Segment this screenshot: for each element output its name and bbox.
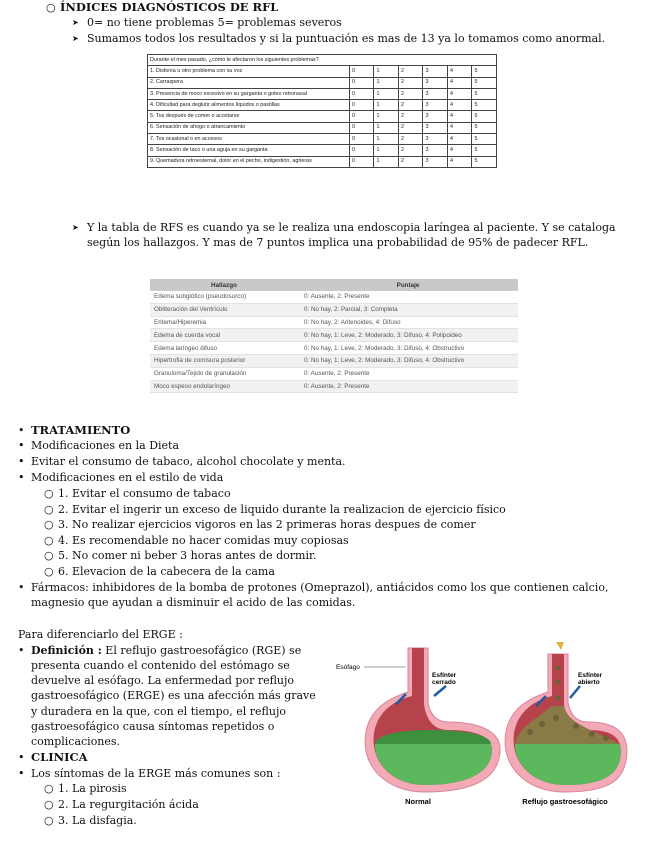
rfs-puntaje: 0: No hay, 1: Leve, 2: Moderado, 3: Difuso, 4: Polipoideo (298, 329, 518, 342)
sintoma-item: 1. La pirosis (58, 782, 127, 795)
rsi-row (148, 134, 497, 145)
rsi-score-cell: 2 (398, 100, 423, 111)
bullet-icon: • (18, 767, 25, 780)
rsi-score-cell: 2 (398, 111, 423, 122)
rsi-score-cell: 5 (472, 100, 497, 111)
rsi-question: 8. Sensación de taco o una aguja en su garganta (148, 145, 350, 156)
rsi-score-cell: 1 (374, 66, 399, 77)
hollow-bullet-icon: ○ (44, 782, 54, 795)
erge-def-line-0: El reflujo gastroesofágico (RGE) se (101, 644, 302, 657)
lifestyle-item: 1. Evitar el consumo de tabaco (58, 487, 231, 500)
rsi-score-cell: 5 (472, 145, 497, 156)
rsi-score-cell: 2 (398, 156, 423, 167)
rsi-score-cell: 4 (447, 100, 472, 111)
hollow-bullet-icon: ○ (46, 1, 56, 14)
rfs-row (150, 303, 518, 316)
rsi-score-cell: 3 (423, 100, 448, 111)
sintomas-intro: Los síntomas de la ERGE más comunes son : (31, 767, 281, 780)
rfs-col-puntaje: Puntaje (298, 279, 518, 291)
rsi-score-cell: 1 (374, 156, 399, 167)
bullet-icon: • (18, 581, 25, 594)
rsi-question: 5. Tos después de comer o acostarse (148, 111, 350, 122)
rsi-score-cell: 0 (349, 134, 374, 145)
label-cerrado-1: Esfínter (432, 672, 457, 679)
caption-reflujo: Reflujo gastroesofágico (522, 797, 608, 806)
label-abierto-2: abierto (578, 679, 600, 686)
clinica-title: CLINICA (31, 750, 88, 764)
rfs-puntaje: 0: No hay, 1: Leve, 2: Moderado, 3: Difuso, 4: Obstructivo (298, 342, 518, 355)
rsi-score-cell: 4 (447, 77, 472, 88)
hollow-bullet-icon: ○ (44, 565, 54, 578)
arrow-bullet-icon: ➤ (72, 18, 79, 27)
rsi-score-cell: 5 (472, 88, 497, 99)
rsi-score-cell: 1 (374, 145, 399, 156)
funnel-icon (556, 642, 564, 650)
rsi-question: 3. Presencia de moco excesivo en su garganta o goteo retronasal (148, 88, 350, 99)
hollow-bullet-icon: ○ (44, 534, 54, 547)
rsi-score-cell: 1 (374, 134, 399, 145)
rsi-score-cell: 3 (423, 145, 448, 156)
rsi-score-cell: 2 (398, 145, 423, 156)
rfs-hallazgo: Granuloma/Tejido de granulación (150, 367, 298, 380)
bullet-threshold: Sumamos todos los resultados y si la puntuación es mas de 13 ya lo tomamos como anormal. (87, 32, 606, 45)
arrow-bullet-icon: ➤ (72, 34, 79, 43)
rsi-score-cell: 5 (472, 77, 497, 88)
rfs-col-hallazgo: Hallazgo (150, 279, 298, 291)
rsi-score-cell: 4 (447, 156, 472, 167)
erge-def-line-1: presenta cuando el contenido del estómago se (31, 659, 290, 672)
rsi-row (148, 100, 497, 111)
rsi-score-cell: 0 (349, 66, 374, 77)
rsi-score-cell: 2 (398, 122, 423, 133)
bullet-icon: • (18, 424, 25, 437)
rsi-question: 4. Dificultad para deglutir alimentos líquidos o pastillas (148, 100, 350, 111)
rsi-score-cell: 3 (423, 88, 448, 99)
tratamiento-title: TRATAMIENTO (31, 423, 131, 437)
stomach-figure (330, 640, 630, 815)
tratamiento-b4-line1: Fármacos: inhibidores de la bomba de protones (Omeprazol), antiácidos como los que contienen calcio, (31, 581, 609, 594)
rsi-score-cell: 4 (447, 122, 472, 133)
bullet-icon: • (18, 644, 25, 657)
rsi-score-cell: 1 (374, 77, 399, 88)
erge-intro: Para diferenciarlo del ERGE : (18, 628, 183, 641)
erge-def-line-3: gastroesofágico (ERGE) es una afección más grave (31, 689, 316, 702)
rsi-question: 1. Disfonía u otro problema con su voz (148, 66, 350, 77)
lifestyle-item: 6. Elevacion de la cabecera de la cama (58, 565, 275, 578)
rfs-row (150, 367, 518, 380)
erge-definition-label: Definición : (31, 644, 102, 657)
rsi-question: 9. Quemadura retroesternal, dolor en el pecho, indigestión, agrieras (148, 156, 350, 167)
rsi-row (148, 156, 497, 167)
bullet-icon: • (18, 439, 25, 452)
rsi-question: 6. Sensación de ahogo o atrancamiento (148, 122, 350, 133)
rsi-score-cell: 3 (423, 156, 448, 167)
rfs-hallazgo: Moco espeso endolaríngeo (150, 380, 298, 393)
erge-definition-line (31, 643, 301, 658)
rfs-hallazgo: Edema subglótico (pseudosurco) (150, 291, 298, 303)
tratamiento-b4-line2: magnesio que ayudan a disminuir el acido de las comidas. (31, 596, 356, 609)
rfs-hallazgo: Obliteración del Ventrículo (150, 303, 298, 316)
rfs-body (150, 291, 518, 393)
rsi-question: 7. Tos ocasional o en accesos (148, 134, 350, 145)
rsi-score-cell: 1 (374, 111, 399, 122)
bullet-icon: • (18, 751, 25, 764)
arrow-bullet-icon: ➤ (72, 223, 79, 232)
rsi-row (148, 88, 497, 99)
rsi-score-cell: 0 (349, 88, 374, 99)
rsi-score-cell: 0 (349, 100, 374, 111)
rfs-puntaje: 0: Ausente, 2: Presente (298, 367, 518, 380)
rfs-puntaje: 0: Ausente, 2: Presente (298, 291, 518, 303)
rsi-score-cell: 5 (472, 134, 497, 145)
label-cerrado-2: cerrado (432, 679, 456, 686)
rsi-score-cell: 0 (349, 156, 374, 167)
rsi-score-cell: 0 (349, 111, 374, 122)
hollow-bullet-icon: ○ (44, 798, 54, 811)
rfs-row (150, 380, 518, 393)
rsi-score-cell: 1 (374, 88, 399, 99)
rsi-score-cell: 3 (423, 77, 448, 88)
rfs-puntaje: 0: No hay, 1: Leve, 2: Moderado, 3: Difuso, 4: Obstructivo (298, 354, 518, 367)
hollow-bullet-icon: ○ (44, 503, 54, 516)
erge-def-line-5: gastroesofágico causa síntomas repetidos o (31, 720, 275, 733)
lifestyle-item: 3. No realizar ejercicios vigoros en las 2 primeras horas despues de comer (58, 518, 476, 531)
label-abierto-1: Esfínter (578, 672, 603, 679)
rfs-puntaje: 0: No hay, 2: Parcial, 3: Completa (298, 303, 518, 316)
lifestyle-item: 4. Es recomendable no hacer comidas muy copiosas (58, 534, 349, 547)
rsi-row (148, 77, 497, 88)
rsi-score-cell: 2 (398, 66, 423, 77)
rsi-score-cell: 2 (398, 77, 423, 88)
caption-normal: Normal (405, 797, 431, 806)
bullet-scale: 0= no tiene problemas 5= problemas severos (87, 16, 342, 29)
rfs-hallazgo: Edema de cuerda vocal (150, 329, 298, 342)
rsi-row (148, 122, 497, 133)
hollow-bullet-icon: ○ (44, 549, 54, 562)
section-title-rfl: ÍNDICES DIAGNÓSTICOS DE RFL (60, 0, 279, 14)
rsi-score-cell: 4 (447, 88, 472, 99)
rsi-table (147, 54, 497, 168)
rsi-score-cell: 0 (349, 77, 374, 88)
rsi-score-cell: 2 (398, 88, 423, 99)
rsi-score-cell: 5 (472, 122, 497, 133)
rfs-puntaje: 0: Ausente, 2: Presente (298, 380, 518, 393)
rfs-hallazgo: Hipertrofia de comisura posterior (150, 354, 298, 367)
reflux-stomach-illustration (505, 642, 627, 792)
rsi-row (148, 66, 497, 77)
rsi-score-cell: 3 (423, 66, 448, 77)
rsi-score-cell: 4 (447, 134, 472, 145)
rfs-row (150, 291, 518, 303)
lifestyle-item: 2. Evitar el ingerir un exceso de liquido durante la realizacion de ejercicio físico (58, 503, 506, 516)
erge-def-line-4: y duradera en la que, con el tiempo, el reflujo (31, 705, 286, 718)
rsi-score-cell: 2 (398, 134, 423, 145)
rsi-score-cell: 3 (423, 122, 448, 133)
normal-stomach-illustration (365, 648, 500, 792)
bullet-icon: • (18, 455, 25, 468)
tratamiento-b2: Evitar el consumo de tabaco, alcohol chocolate y menta. (31, 455, 346, 468)
hollow-bullet-icon: ○ (44, 518, 54, 531)
rsi-question: 2. Carraspera (148, 77, 350, 88)
rsi-score-cell: 0 (349, 145, 374, 156)
rsi-score-cell: 5 (472, 156, 497, 167)
sintoma-item: 2. La regurgitación ácida (58, 798, 199, 811)
rsi-body (148, 66, 497, 168)
rsi-score-cell: 4 (447, 145, 472, 156)
rsi-score-cell: 0 (349, 122, 374, 133)
lifestyle-item: 5. No comer ni beber 3 horas antes de dormir. (58, 549, 317, 562)
rsi-score-cell: 1 (374, 100, 399, 111)
tratamiento-b3: Modificaciones en el estilo de vida (31, 471, 224, 484)
rsi-row (148, 111, 497, 122)
rfs-row (150, 354, 518, 367)
rfs-table (150, 279, 518, 393)
hollow-bullet-icon: ○ (44, 487, 54, 500)
rfs-row (150, 316, 518, 329)
rsi-row (148, 145, 497, 156)
rfs-hallazgo: Eritema/Hiperemia (150, 316, 298, 329)
rfs-puntaje: 0: No hay, 2: Aritenoides, 4: Difuso (298, 316, 518, 329)
erge-def-line-2: devuelve al esófago. La enfermedad por reflujo (31, 674, 295, 687)
rsi-score-cell: 4 (447, 66, 472, 77)
rfs-intro-line1: Y la tabla de RFS es cuando ya se le realiza una endoscopia laríngea al paciente. Y se cataloga (87, 221, 616, 234)
rsi-score-cell: 3 (423, 111, 448, 122)
rsi-score-cell: 5 (472, 66, 497, 77)
rfs-row (150, 342, 518, 355)
rsi-score-cell: 4 (447, 111, 472, 122)
rsi-score-cell: 3 (423, 134, 448, 145)
rfs-intro-line2: según los hallazgos. Y mas de 7 puntos implica una probabilidad de 95% de padecer RFL. (87, 236, 589, 249)
rfs-hallazgo: Edema laríngeo difuso (150, 342, 298, 355)
rsi-score-cell: 1 (374, 122, 399, 133)
hollow-bullet-icon: ○ (44, 814, 54, 827)
tratamiento-b1: Modificaciones en la Dieta (31, 439, 180, 452)
label-esofago: Esófago (336, 664, 360, 671)
rsi-header: Durante el mes pasado, ¿cómo le afectaron los siguientes problemas? (148, 55, 497, 66)
rsi-score-cell: 5 (472, 111, 497, 122)
bullet-icon: • (18, 471, 25, 484)
rfs-row (150, 329, 518, 342)
erge-def-line-6: complicaciones. (31, 735, 121, 748)
sintoma-item: 3. La disfagia. (58, 814, 137, 827)
